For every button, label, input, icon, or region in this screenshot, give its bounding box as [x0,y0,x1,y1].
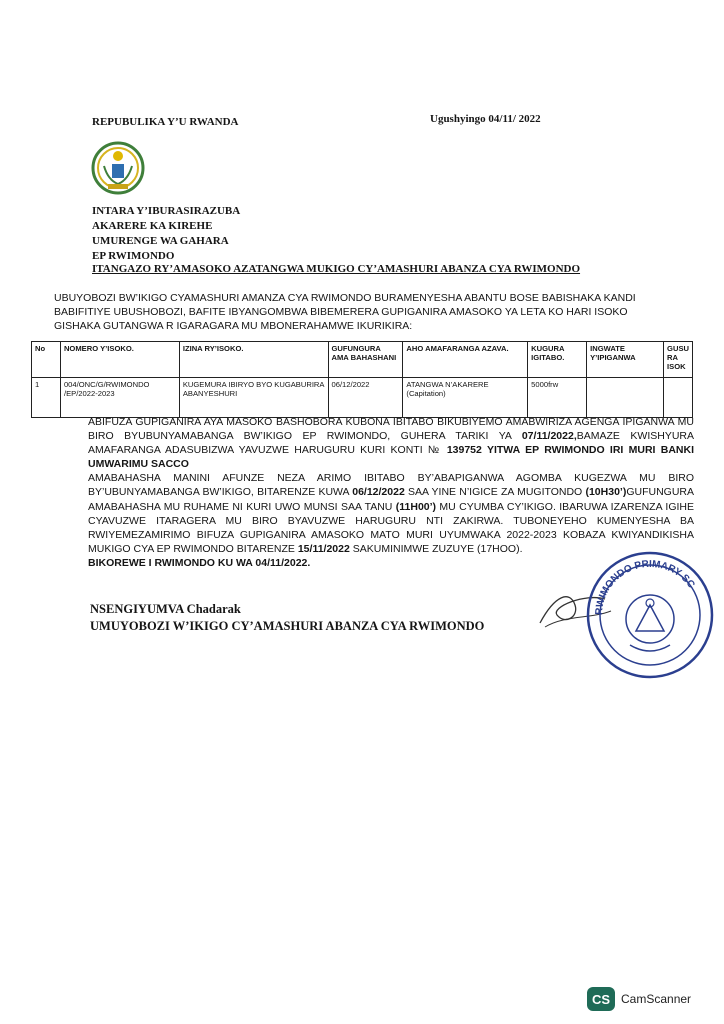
col-header-tender-number: NOMERO Y’ISOKO. [60,342,179,378]
col-header-opening: GUFUNGURA AMA BAHASHANI [328,342,403,378]
submission-date: 06/12/2022 [352,486,405,499]
stamp-text: RWIMONDO PRIMARY SC [593,558,697,616]
body-paragraph-2 [88,471,694,556]
camscanner-logo-icon: CS [587,987,615,1011]
col-header-visit: GUSU RA ISOK [664,342,693,378]
cell-guarantee [587,378,664,418]
bank-account: 139752 YITWA EP RWIMONDO IRI MURI BANKI UMWARIMU SACCO [88,444,694,471]
col-header-no: No [32,342,61,378]
rwanda-coat-of-arms-icon [90,140,146,196]
col-header-tender-name: IZINA RY’ISOKO. [179,342,328,378]
signatory-role: UMUYOBOZI W’IKIGO CY’AMASHURI ABANZA CYA RWIMONDO [90,619,485,633]
office-line-sector: UMURENGE WA GAHARA [92,235,229,247]
body-text: SAKUMINIMWE ZUZUYE (17HOO). [349,542,523,555]
body-text: AMABAHASHA MANINI AFUNZE NEZA ARIMO IBITABO BY’ABAPIGANWA AGOMBA KUGEZWA MU BIRO BY’UBUNYAMABANGA BW’IKIGO, BITARENZE KUWA [88,472,694,499]
republic-heading: REPUBULIKA Y’U RWANDA [92,116,239,128]
cell-no: 1 [32,378,61,418]
registration-deadline: 15/11/2022 [297,542,350,555]
body-paragraph-1 [88,415,694,471]
intro-paragraph: UBUYOBOZI BW’IKIGO CYAMASHURI AMANZA CYA RWIMONDO BURAMENYESHA ABANTU BOSE BABISHAKA KANDI BABIFITIYE UBUSHOBOZI, BAFITE IBYANGOMBWA BIBEMERERA GUPIGANIRA AMASOKO YA LETA KO HARI ISOKO GISHAKA GUTANGWA R IGARAGARA MU MBONERAHAMWE IKURIKIRA: [54,292,636,332]
office-line-district: AKARERE KA KIREHE [92,220,213,232]
cell-tender-number: 004/ONC/G/RWIMONDO /EP/2022-2023 [60,378,179,418]
cell-opening: 06/12/2022 [328,378,403,418]
cell-visit [664,378,693,418]
office-line-school: EP RWIMONDO [92,250,175,262]
signature-block [90,601,484,635]
closing-line: BIKOREWE I RWIMONDO KU WA 04/11/2022. [88,556,311,569]
office-address [92,204,240,264]
camscanner-watermark [587,987,691,1011]
cell-funding: ATANGWA N’AKARERE (Capitation) [403,378,528,418]
body-text: MU CYUMBA CY’IKIGO. IBARUWA IZARENZA IGIHE CYAVUZWE ITARAGERA MU BIRO BYAVUZWE HARUGURU NTI ZAKIRWA. TUBONEYEHO KUMENYESHA BA RWIYEMEZAMIRIMO BIFUZA GUPIGANIRA AMASOKO MATO MURI UYUMWAKA 2022-2023 KOBAZA KWIYANDIKISHA MUKIGO CYA EP RWIMONDO BITARENZE [88,500,694,555]
start-date: 07/11/2022, [521,430,577,443]
cell-tender-name: KUGEMURA IBIRYO BYO KUGABURIRA ABANYESHURI [179,378,328,418]
submission-time: (10H30’) [585,486,627,499]
school-stamp [580,545,720,685]
body-text: SAA YINE N’IGICE ZA MUGITONDO [404,486,586,499]
table-row [32,378,693,418]
col-header-purchase: KUGURA IGITABO. [528,342,587,378]
cell-purchase: 5000frw [528,378,587,418]
col-header-guarantee: INGWATE Y’IPIGANWA [587,342,664,378]
document-date: Ugushyingo 04/11/ 2022 [430,113,541,125]
col-header-funding: AHO AMAFARANGA AZAVA. [403,342,528,378]
camscanner-label: CamScanner [621,992,692,1006]
tender-table [31,341,693,418]
office-line-province: INTARA Y’IBURASIRAZUBA [92,205,241,217]
notice-title: ITANGAZO RY’AMASOKO AZATANGWA MUKIGO CY’AMASHURI ABANZA CYA RWIMONDO [92,263,581,275]
body-text: GUFUNGURA AMABAHASHA MU RUHAME NI KURI UWO MUNSI SAA TANU [88,486,694,513]
signatory-name: NSENGIYUMVA Chadarak [90,602,241,616]
table-header-row [32,342,693,378]
body-text: ABIFUZA GUPIGANIRA AYA MASOKO BASHOBORA KUBONA IBITABO BIKUBIYEMO AMABWIRIZA AGENGA IPIGANWA MU BIRO BYUBUNYAMABANGA BW’IKIGO EP RWIMONDO, GUHERA TARIKI YA [88,416,694,443]
body-text: BAMAZE KWISHYURA AMAFARANGA ADASUBIZWA YAVUZWE HARUGURU KURI KONTI № [88,430,694,457]
opening-time: (11H00’) [395,500,437,513]
